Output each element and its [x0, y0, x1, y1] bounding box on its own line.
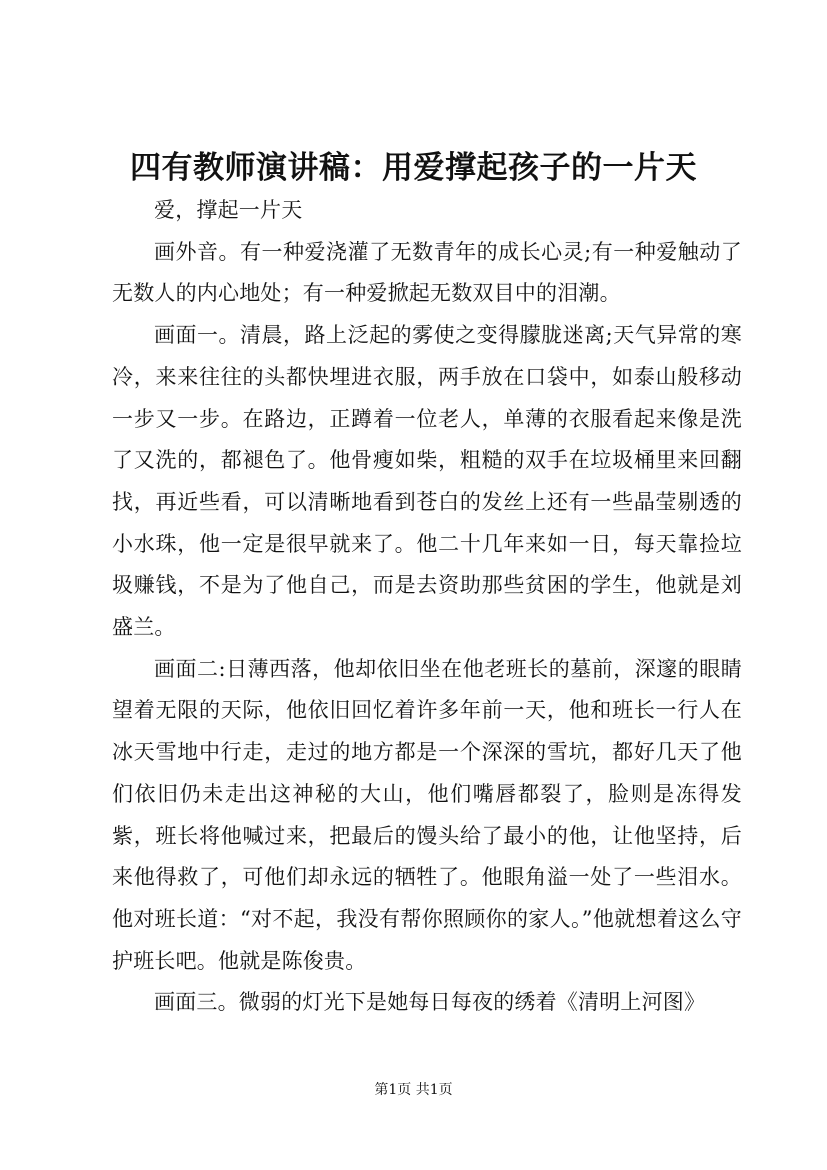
paragraph-voiceover: 画外音。有一种爱浇灌了无数青年的成长心灵;有一种爱触动了无数人的内心地处；有一种爱掀起无数双目中的泪潮。	[112, 239, 742, 306]
page-footer: 第1页 共1页	[374, 1082, 453, 1098]
paragraph-subtitle: 爱，撑起一片天	[154, 198, 303, 222]
paragraph-scene-two: 画面二:日薄西落，他却依旧坐在他老班长的墓前，深邃的眼睛望着无限的天际，他依旧回忆着许多年前一天，他和班长一行人在冰天雪地中行走，走过的地方都是一个深深的雪坑，都好几天了他们依旧仍未走出这神秘的大山，他们嘴唇都裂了，脸则是冻得发紫，班长将他喊过来，把最后的馒头给了最小的他，让他坚持，后来他得救了，可他们却永远的牺牲了。他眼角溢一处了一些泪水。他对班长道：“对不起，我没有帮你照顾你的家人。”他就想着这么守护班长吧。他就是陈俊贵。	[112, 656, 742, 973]
paragraph-scene-three: 画面三。微弱的灯光下是她每日每夜的绣着《清明上河图》	[154, 990, 706, 1015]
document-body	[112, 190, 742, 1024]
paragraph-scene-one: 画面一。清晨，路上泛起的雾使之变得朦胧迷离;天气异常的寒冷，来来往往的头都快埋进衣服，两手放在口袋中，如泰山般移动一步又一步。在路边，正蹲着一位老人，单薄的衣服看起来像是洗了又洗的，都褪色了。他骨瘦如柴，粗糙的双手在垃圾桶里来回翻找，再近些看，可以清晰地看到苍白的发丝上还有一些晶莹剔透的小水珠，他一定是很早就来了。他二十几年来如一日，每天靠捡垃圾赚钱，不是为了他自己，而是去资助那些贫困的学生，他就是刘盛兰。	[112, 323, 742, 640]
document-title: 四有教师演讲稿：用爱撑起孩子的一片天	[130, 150, 697, 186]
